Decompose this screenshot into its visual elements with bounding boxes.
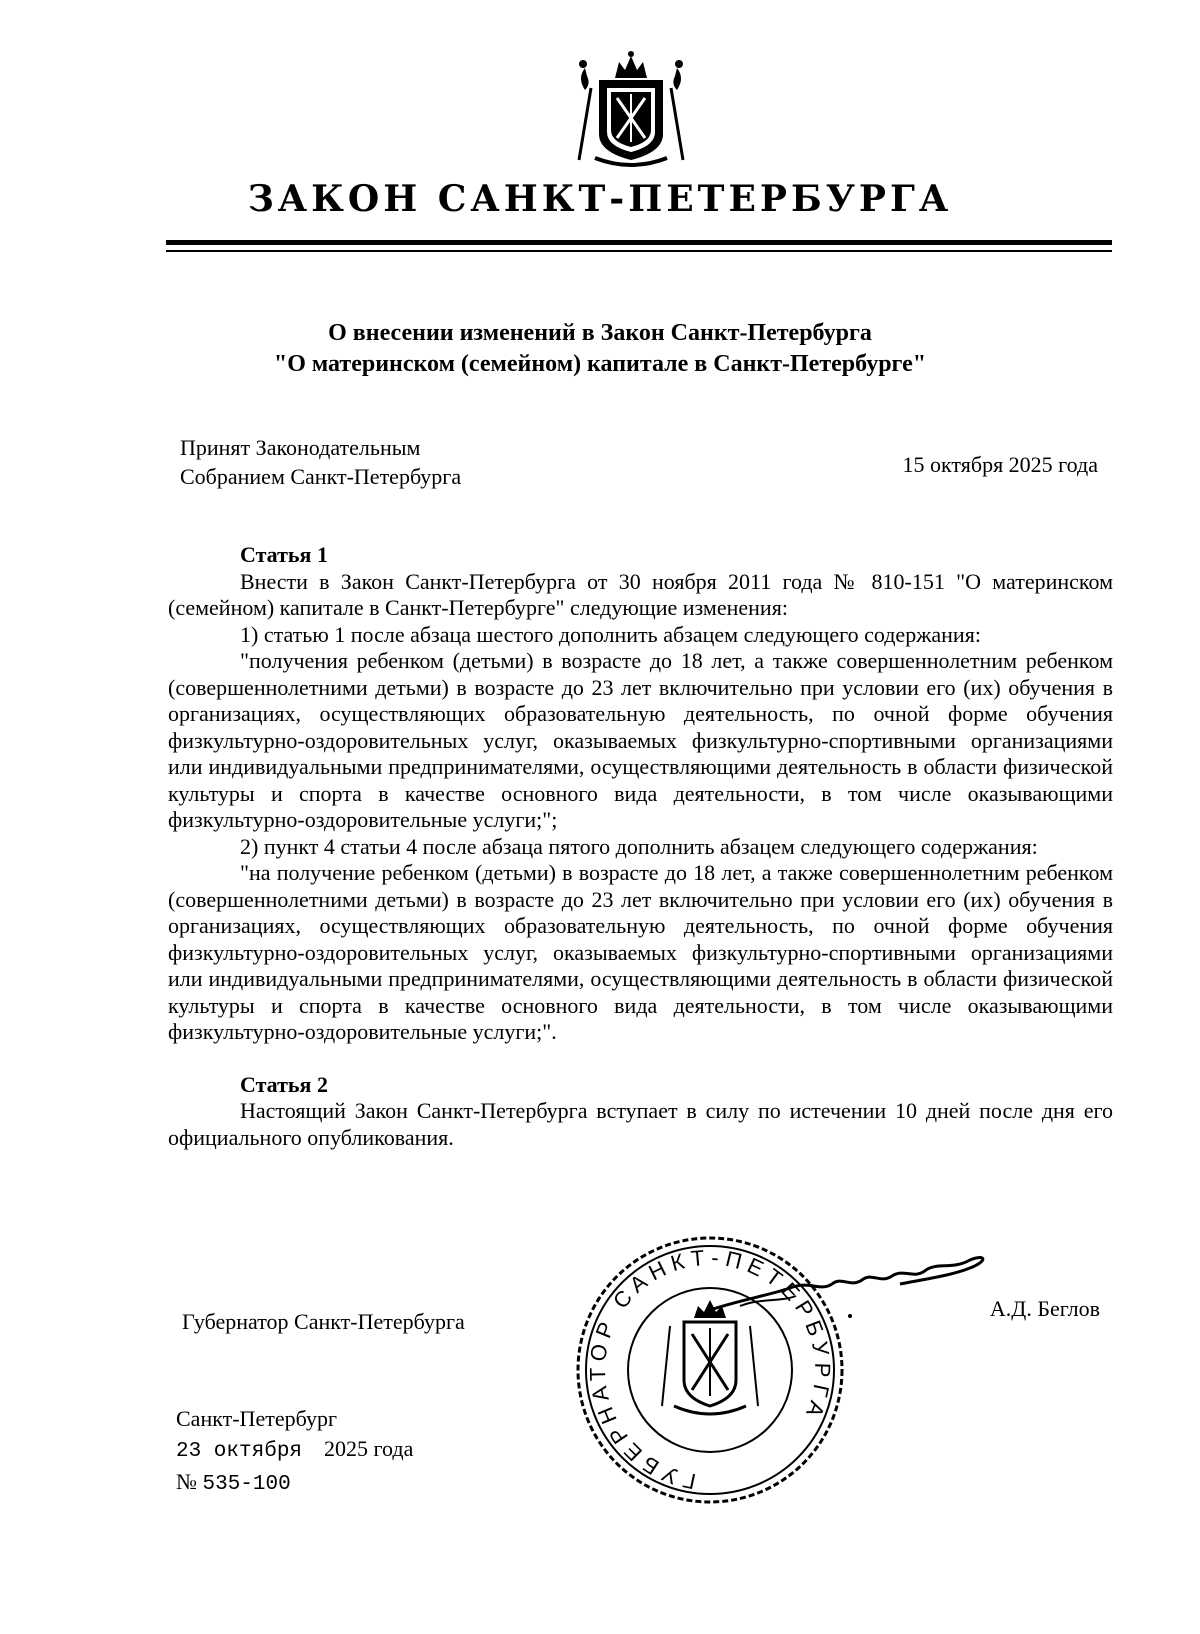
article-1-item-1: 1) статью 1 после абзаца шестого дополнить абзацем следующего содержания: [240, 621, 981, 647]
heading-rule-thin [166, 250, 1112, 252]
adoption-line1: Принят Законодательным [180, 435, 421, 460]
article-2-heading: Статья 2 [240, 1071, 328, 1097]
place-city: Санкт-Петербург [176, 1406, 337, 1431]
adoption-body [180, 433, 461, 491]
coat-of-arms-icon [571, 48, 691, 178]
article-1-quote-1: "получения ребенком (детьми) в возрасте до 18 лет, а также совершеннолетним ребенком (совершеннолетними детьми) в возрасте до 23 лет включительно при условии его (их) обучения в организациях, осуществляющих образовательную деятельность, по очной форме обучения физкультурно-оздоровительных услуг, оказываемых физкультурно-спортивными организациями или индивидуальными предпринимателями, осуществляющими деятельность в области физической культуры и спорта в качестве основного вида деятельности, в том числе оказывающими физкультурно-оздоровительные услуги;"; [168, 648, 1113, 832]
article-gap [168, 1046, 1113, 1072]
law-title-line2: "О материнском (семейном) капитале в Санкт-Петербурге" [273, 351, 927, 377]
seal-text: ГУБЕРНАТОР САНКТ-ПЕТЕРБУРГА [584, 1244, 836, 1495]
law-title [0, 318, 1200, 380]
article-1-intro: Внести в Закон Санкт-Петербурга от 30 ноября 2011 года № 810-151 "О материнском (семейном) капитале в Санкт-Петербурге" следующие изменения: [168, 568, 1113, 620]
governor-signature [700, 1240, 1000, 1330]
document-number-prefix: № [176, 1469, 197, 1494]
article-1-item-2: 2) пункт 4 статьи 4 после абзаца пятого дополнить абзацем следующего содержания: [240, 833, 1038, 859]
adoption-line2: Собранием Санкт-Петербурга [180, 464, 462, 489]
adoption-date: 15 октября 2025 года [902, 452, 1098, 477]
article-2-text: Настоящий Закон Санкт-Петербурга вступает в силу по истечении 10 дней после дня его официального опубликования. [168, 1098, 1113, 1150]
law-heading: ЗАКОН САНКТ-ПЕТЕРБУРГА [247, 178, 953, 220]
article-1-heading: Статья 1 [240, 542, 328, 567]
place-date [176, 1434, 413, 1467]
heading-rule-thick [166, 240, 1112, 245]
governor-title: Губернатор Санкт-Петербурга [182, 1309, 465, 1334]
governor-name: А.Д. Беглов [989, 1296, 1100, 1321]
article-1-quote-2: "на получение ребенком (детьми) в возрасте до 18 лет, а также совершеннолетним ребенком (совершеннолетними детьми) в возрасте до 23 лет включительно при условии его (их) обучения в организациях, осуществляющих образовательную деятельность, по очной форме обучения физкультурно-оздоровительных услуг, оказываемых физкультурно-спортивными организациями или индивидуальными предпринимателями, осуществляющими деятельность в области физической культуры и спорта в качестве основного вида деятельности, в том числе оказывающими физкультурно-оздоровительные услуги;". [168, 860, 1113, 1044]
law-body [168, 542, 1113, 1151]
document-number [176, 1467, 413, 1500]
law-title-line1: О внесении изменений в Закон Санкт-Петербурга [328, 320, 872, 346]
place-date-number [176, 1404, 413, 1500]
place-date-year: 2025 года [324, 1436, 414, 1461]
place-date-day-month: 23 октября [176, 1440, 303, 1463]
document-number-value: 535-100 [202, 1473, 291, 1496]
